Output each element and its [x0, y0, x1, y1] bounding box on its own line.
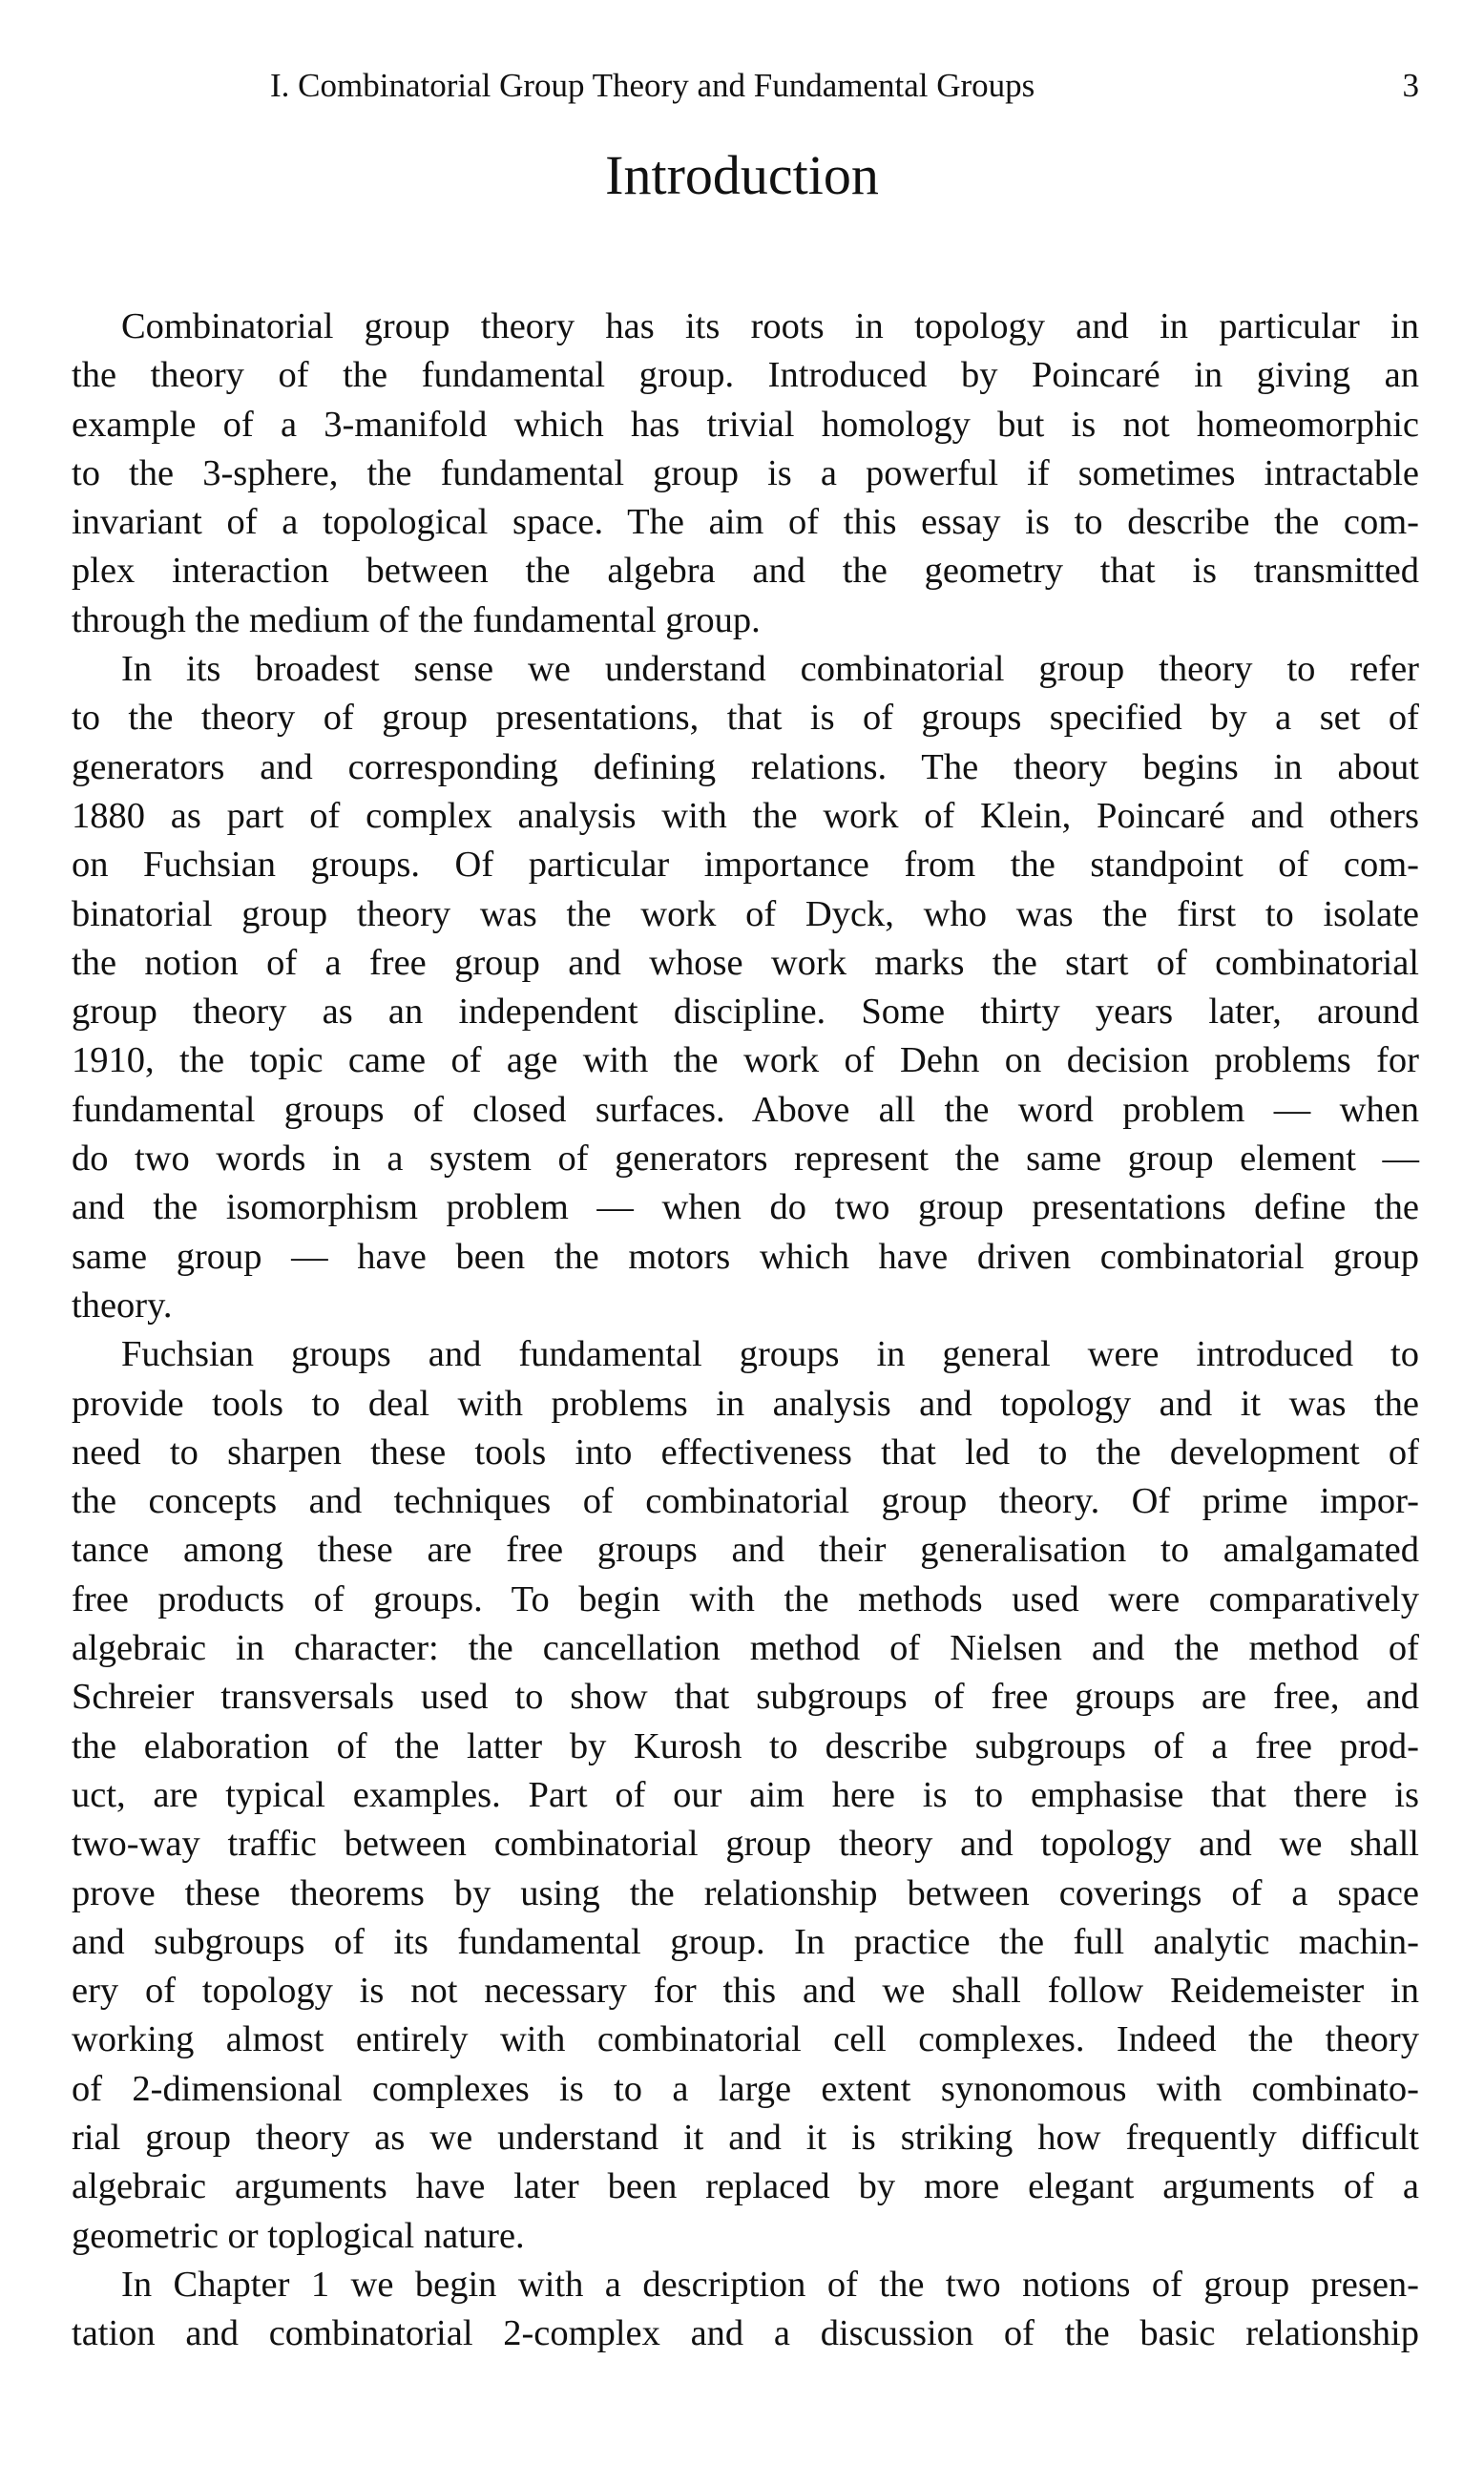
- text-line: binatorial group theory was the work of Dyck, who was the first to isolate: [72, 893, 1419, 934]
- page-number: 3: [1402, 67, 1419, 104]
- text-line: algebraic in character: the cancellation method of Nielsen and the method of: [72, 1628, 1419, 1669]
- body-text: [72, 303, 1419, 2358]
- text-line: and subgroups of its fundamental group. In practice the full analytic machin-: [72, 1921, 1419, 1962]
- text-line: need to sharpen these tools into effectiveness that led to the development of: [72, 1431, 1419, 1473]
- text-line: generators and corresponding defining relations. The theory begins in about: [72, 746, 1419, 787]
- text-line: plex interaction between the algebra and the geometry that is transmitted: [72, 551, 1419, 592]
- paragraph: [72, 303, 1419, 645]
- text-line: 1880 as part of complex analysis with the work of Klein, Poincaré and others: [72, 795, 1419, 836]
- text-line: same group — have been the motors which have driven combinatorial group: [72, 1236, 1419, 1277]
- running-head-title: I. Combinatorial Group Theory and Fundamental Groups: [270, 67, 1035, 104]
- text-line: Fuchsian groups and fundamental groups in general were introduced to: [121, 1334, 1419, 1375]
- text-line: geometric or toplogical nature.: [72, 2215, 525, 2256]
- text-line: the theory of the fundamental group. Introduced by Poincaré in giving an: [72, 355, 1419, 396]
- text-line: prove these theorems by using the relationship between coverings of a space: [72, 1872, 1419, 1913]
- text-line: provide tools to deal with problems in analysis and topology and it was the: [72, 1383, 1419, 1424]
- text-line: Combinatorial group theory has its roots in topology and in particular in: [121, 306, 1419, 346]
- text-line: invariant of a topological space. The aim of this essay is to describe the com-: [72, 502, 1419, 543]
- text-line: to the 3-sphere, the fundamental group is a powerful if sometimes intractable: [72, 452, 1419, 493]
- text-line: free products of groups. To begin with the methods used were comparatively: [72, 1578, 1419, 1619]
- text-line: and the isomorphism problem — when do two group presentations define the: [72, 1187, 1419, 1228]
- text-line: tation and combinatorial 2-complex and a discussion of the basic relationship: [72, 2313, 1419, 2354]
- text-line: of 2-dimensional complexes is to a large extent synonomous with combinato-: [72, 2068, 1419, 2109]
- running-head: [270, 67, 1419, 109]
- paragraph: [72, 2261, 1419, 2359]
- text-line: tance among these are free groups and their generalisation to amalgamated: [72, 1530, 1419, 1571]
- text-line: theory.: [72, 1285, 173, 1326]
- text-line: example of a 3-manifold which has trivial homology but is not homeomorphic: [72, 404, 1419, 445]
- text-line: 1910, the topic came of age with the work of Dehn on decision problems for: [72, 1040, 1419, 1081]
- text-line: rial group theory as we understand it and it is striking how frequently difficult: [72, 2117, 1419, 2158]
- text-line: algebraic arguments have later been replaced by more elegant arguments of a: [72, 2166, 1419, 2207]
- text-line: In its broadest sense we understand combinatorial group theory to refer: [121, 649, 1419, 690]
- text-line: ery of topology is not necessary for this and we shall follow Reidemeister in: [72, 1971, 1419, 2012]
- text-line: In Chapter 1 we begin with a description of the two notions of group presen-: [121, 2264, 1419, 2305]
- text-line: through the medium of the fundamental group.: [72, 599, 761, 640]
- text-line: the elaboration of the latter by Kurosh to describe subgroups of a free prod-: [72, 1725, 1419, 1766]
- text-line: Schreier transversals used to show that subgroups of free groups are free, and: [72, 1677, 1419, 1718]
- text-line: the concepts and techniques of combinatorial group theory. Of prime impor-: [72, 1481, 1419, 1522]
- text-line: fundamental groups of closed surfaces. Above all the word problem — when: [72, 1089, 1419, 1130]
- section-title: Introduction: [605, 144, 879, 206]
- text-line: do two words in a system of generators represent the same group element —: [72, 1138, 1419, 1180]
- text-line: group theory as an independent discipline. Some thirty years later, around: [72, 992, 1419, 1033]
- text-line: working almost entirely with combinatorial cell complexes. Indeed the theory: [72, 2019, 1419, 2060]
- text-line: on Fuchsian groups. Of particular importance from the standpoint of com-: [72, 845, 1419, 886]
- text-line: two-way traffic between combinatorial group theory and topology and we shall: [72, 1824, 1419, 1865]
- text-line: the notion of a free group and whose work marks the start of combinatorial: [72, 942, 1419, 983]
- paragraph: [72, 1330, 1419, 2261]
- text-line: to the theory of group presentations, that is of groups specified by a set of: [72, 698, 1419, 739]
- text-line: uct, are typical examples. Part of our aim here is to emphasise that there is: [72, 1774, 1419, 1815]
- paragraph: [72, 645, 1419, 1330]
